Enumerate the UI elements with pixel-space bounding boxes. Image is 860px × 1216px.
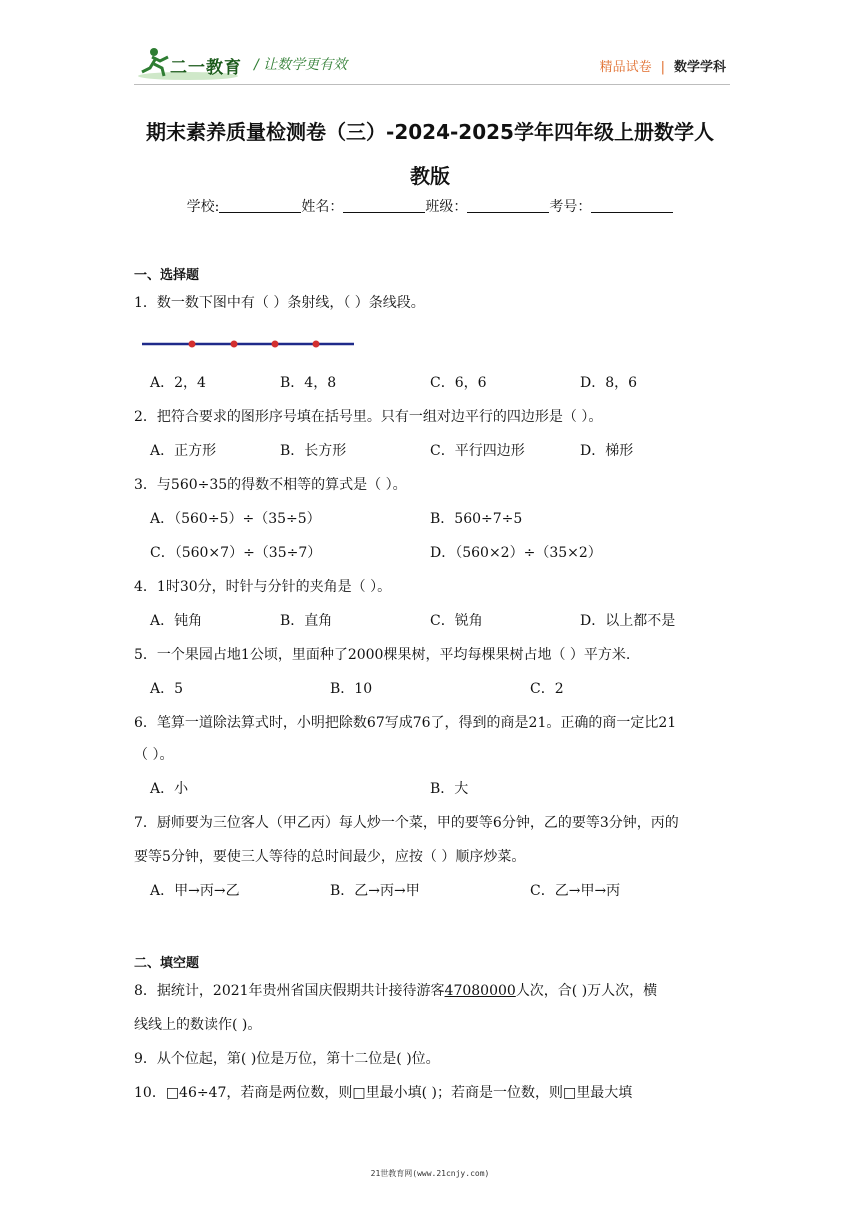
question-7-text-line2: 要等5分钟，要使三人等待的总时间最少，应按（ ）顺序炒菜。 bbox=[134, 849, 526, 865]
question-1-option-a[interactable]: A．2，4 bbox=[150, 375, 206, 391]
figure-point bbox=[313, 341, 320, 348]
question-1-option-c[interactable]: C．6，6 bbox=[430, 375, 487, 391]
exam-no-label: 考号： bbox=[549, 199, 592, 215]
question-7-text-line1: 7．厨师要为三位客人（甲乙丙）每人炒一个菜，甲的要等6分钟，乙的要等3分钟，丙的 bbox=[134, 815, 679, 831]
question-3-option-b[interactable]: B．560÷7÷5 bbox=[430, 511, 523, 527]
question-1-figure-line bbox=[140, 336, 356, 352]
exam-no-blank[interactable] bbox=[591, 198, 673, 213]
figure-point bbox=[189, 341, 196, 348]
question-1-option-b[interactable]: B．4，8 bbox=[280, 375, 337, 391]
question-2-text: 2．把符合要求的图形序号填在括号里。只有一组对边平行的四边形是（ ）。 bbox=[134, 409, 603, 425]
question-8-post: 人次，合( )万人次，横 bbox=[515, 983, 658, 999]
question-7-option-c[interactable]: C．乙→甲→丙 bbox=[530, 883, 621, 899]
question-5-option-b[interactable]: B．10 bbox=[330, 681, 373, 697]
question-9-text: 9．从个位起，第( )位是万位，第十二位是( )位。 bbox=[134, 1051, 440, 1067]
question-4-option-a[interactable]: A．钝角 bbox=[150, 613, 203, 629]
question-7-option-b[interactable]: B．乙→丙→甲 bbox=[330, 883, 420, 899]
question-4-option-c[interactable]: C．锐角 bbox=[430, 613, 483, 629]
question-2-option-c[interactable]: C．平行四边形 bbox=[430, 443, 525, 459]
question-4-option-b[interactable]: B．直角 bbox=[280, 613, 333, 629]
logo-text: 二一教育 bbox=[170, 58, 242, 78]
header-separator: | bbox=[660, 60, 665, 75]
question-2-option-d[interactable]: D．梯形 bbox=[580, 443, 634, 459]
question-2-option-a[interactable]: A．正方形 bbox=[150, 443, 217, 459]
question-3-option-d[interactable]: D．（560×2）÷（35×2） bbox=[430, 545, 602, 561]
section-choice-heading: 一、选择题 bbox=[134, 268, 200, 283]
question-8-text-line1 bbox=[134, 980, 657, 1000]
question-3-option-a[interactable]: A．（560÷5）÷（35÷5） bbox=[150, 511, 321, 527]
header-label-premium: 精品试卷 bbox=[599, 60, 652, 75]
question-6-option-b[interactable]: B．大 bbox=[430, 781, 469, 797]
question-4-text: 4．1时30分，时针与分针的夹角是（ ）。 bbox=[134, 579, 392, 595]
figure-point bbox=[231, 341, 238, 348]
class-blank[interactable] bbox=[467, 198, 549, 213]
question-8-number: 47080000 bbox=[444, 983, 516, 999]
question-2-option-b[interactable]: B．长方形 bbox=[280, 443, 347, 459]
page-footer: 21世教育网(www.21cnjy.com) bbox=[370, 1169, 490, 1178]
class-label: 班级： bbox=[425, 199, 468, 215]
question-6-text-line1: 6．笔算一道除法算式时，小明把除数67写成76了，得到的商是21。正确的商一定比21 bbox=[134, 715, 677, 731]
question-7-option-a[interactable]: A．甲→丙→乙 bbox=[150, 883, 240, 899]
question-6-option-a[interactable]: A．小 bbox=[150, 781, 189, 797]
header-label-subject: 数学学科 bbox=[673, 60, 726, 75]
question-6-text-line2: （ ）。 bbox=[134, 747, 174, 763]
name-blank[interactable] bbox=[343, 198, 425, 213]
question-10-text: 10．□46÷47，若商是两位数，则□里最小填( )；若商是一位数，则□里最大填 bbox=[134, 1085, 633, 1101]
page-title-line2: 教版 bbox=[410, 164, 450, 188]
header-slogan: / 让数学更有效 bbox=[254, 57, 348, 73]
page-title-line1: 期末素养质量检测卷（三）-2024-2025学年四年级上册数学人 bbox=[146, 120, 714, 144]
school-blank[interactable] bbox=[219, 198, 301, 213]
figure-point bbox=[272, 341, 279, 348]
question-1-option-d[interactable]: D．8，6 bbox=[580, 375, 638, 391]
question-4-option-d[interactable]: D．以上都不是 bbox=[580, 613, 676, 629]
question-5-option-c[interactable]: C．2 bbox=[530, 681, 564, 697]
section-fill-heading: 二、填空题 bbox=[134, 956, 200, 971]
header-divider bbox=[134, 84, 730, 85]
question-3-text: 3．与560÷35的得数不相等的算式是（ ）。 bbox=[134, 477, 407, 493]
school-label: 学校: bbox=[186, 199, 220, 215]
question-8-text-line2: 线线上的数读作( )。 bbox=[134, 1017, 262, 1033]
page-header bbox=[0, 0, 860, 100]
question-8-pre: 8．据统计，2021年贵州省国庆假期共计接待游客 bbox=[134, 983, 445, 999]
question-3-option-c[interactable]: C．（560×7）÷（35÷7） bbox=[150, 545, 322, 561]
question-5-option-a[interactable]: A．5 bbox=[150, 681, 184, 697]
student-info-line bbox=[120, 196, 740, 216]
question-1-text: 1．数一数下图中有（ ）条射线，（ ）条线段。 bbox=[134, 295, 425, 311]
question-5-text: 5．一个果园占地1公顷，里面种了2000棵果树，平均每棵果树占地（ ）平方米. bbox=[134, 647, 631, 663]
header-right bbox=[600, 56, 726, 75]
name-label: 姓名： bbox=[301, 199, 344, 215]
